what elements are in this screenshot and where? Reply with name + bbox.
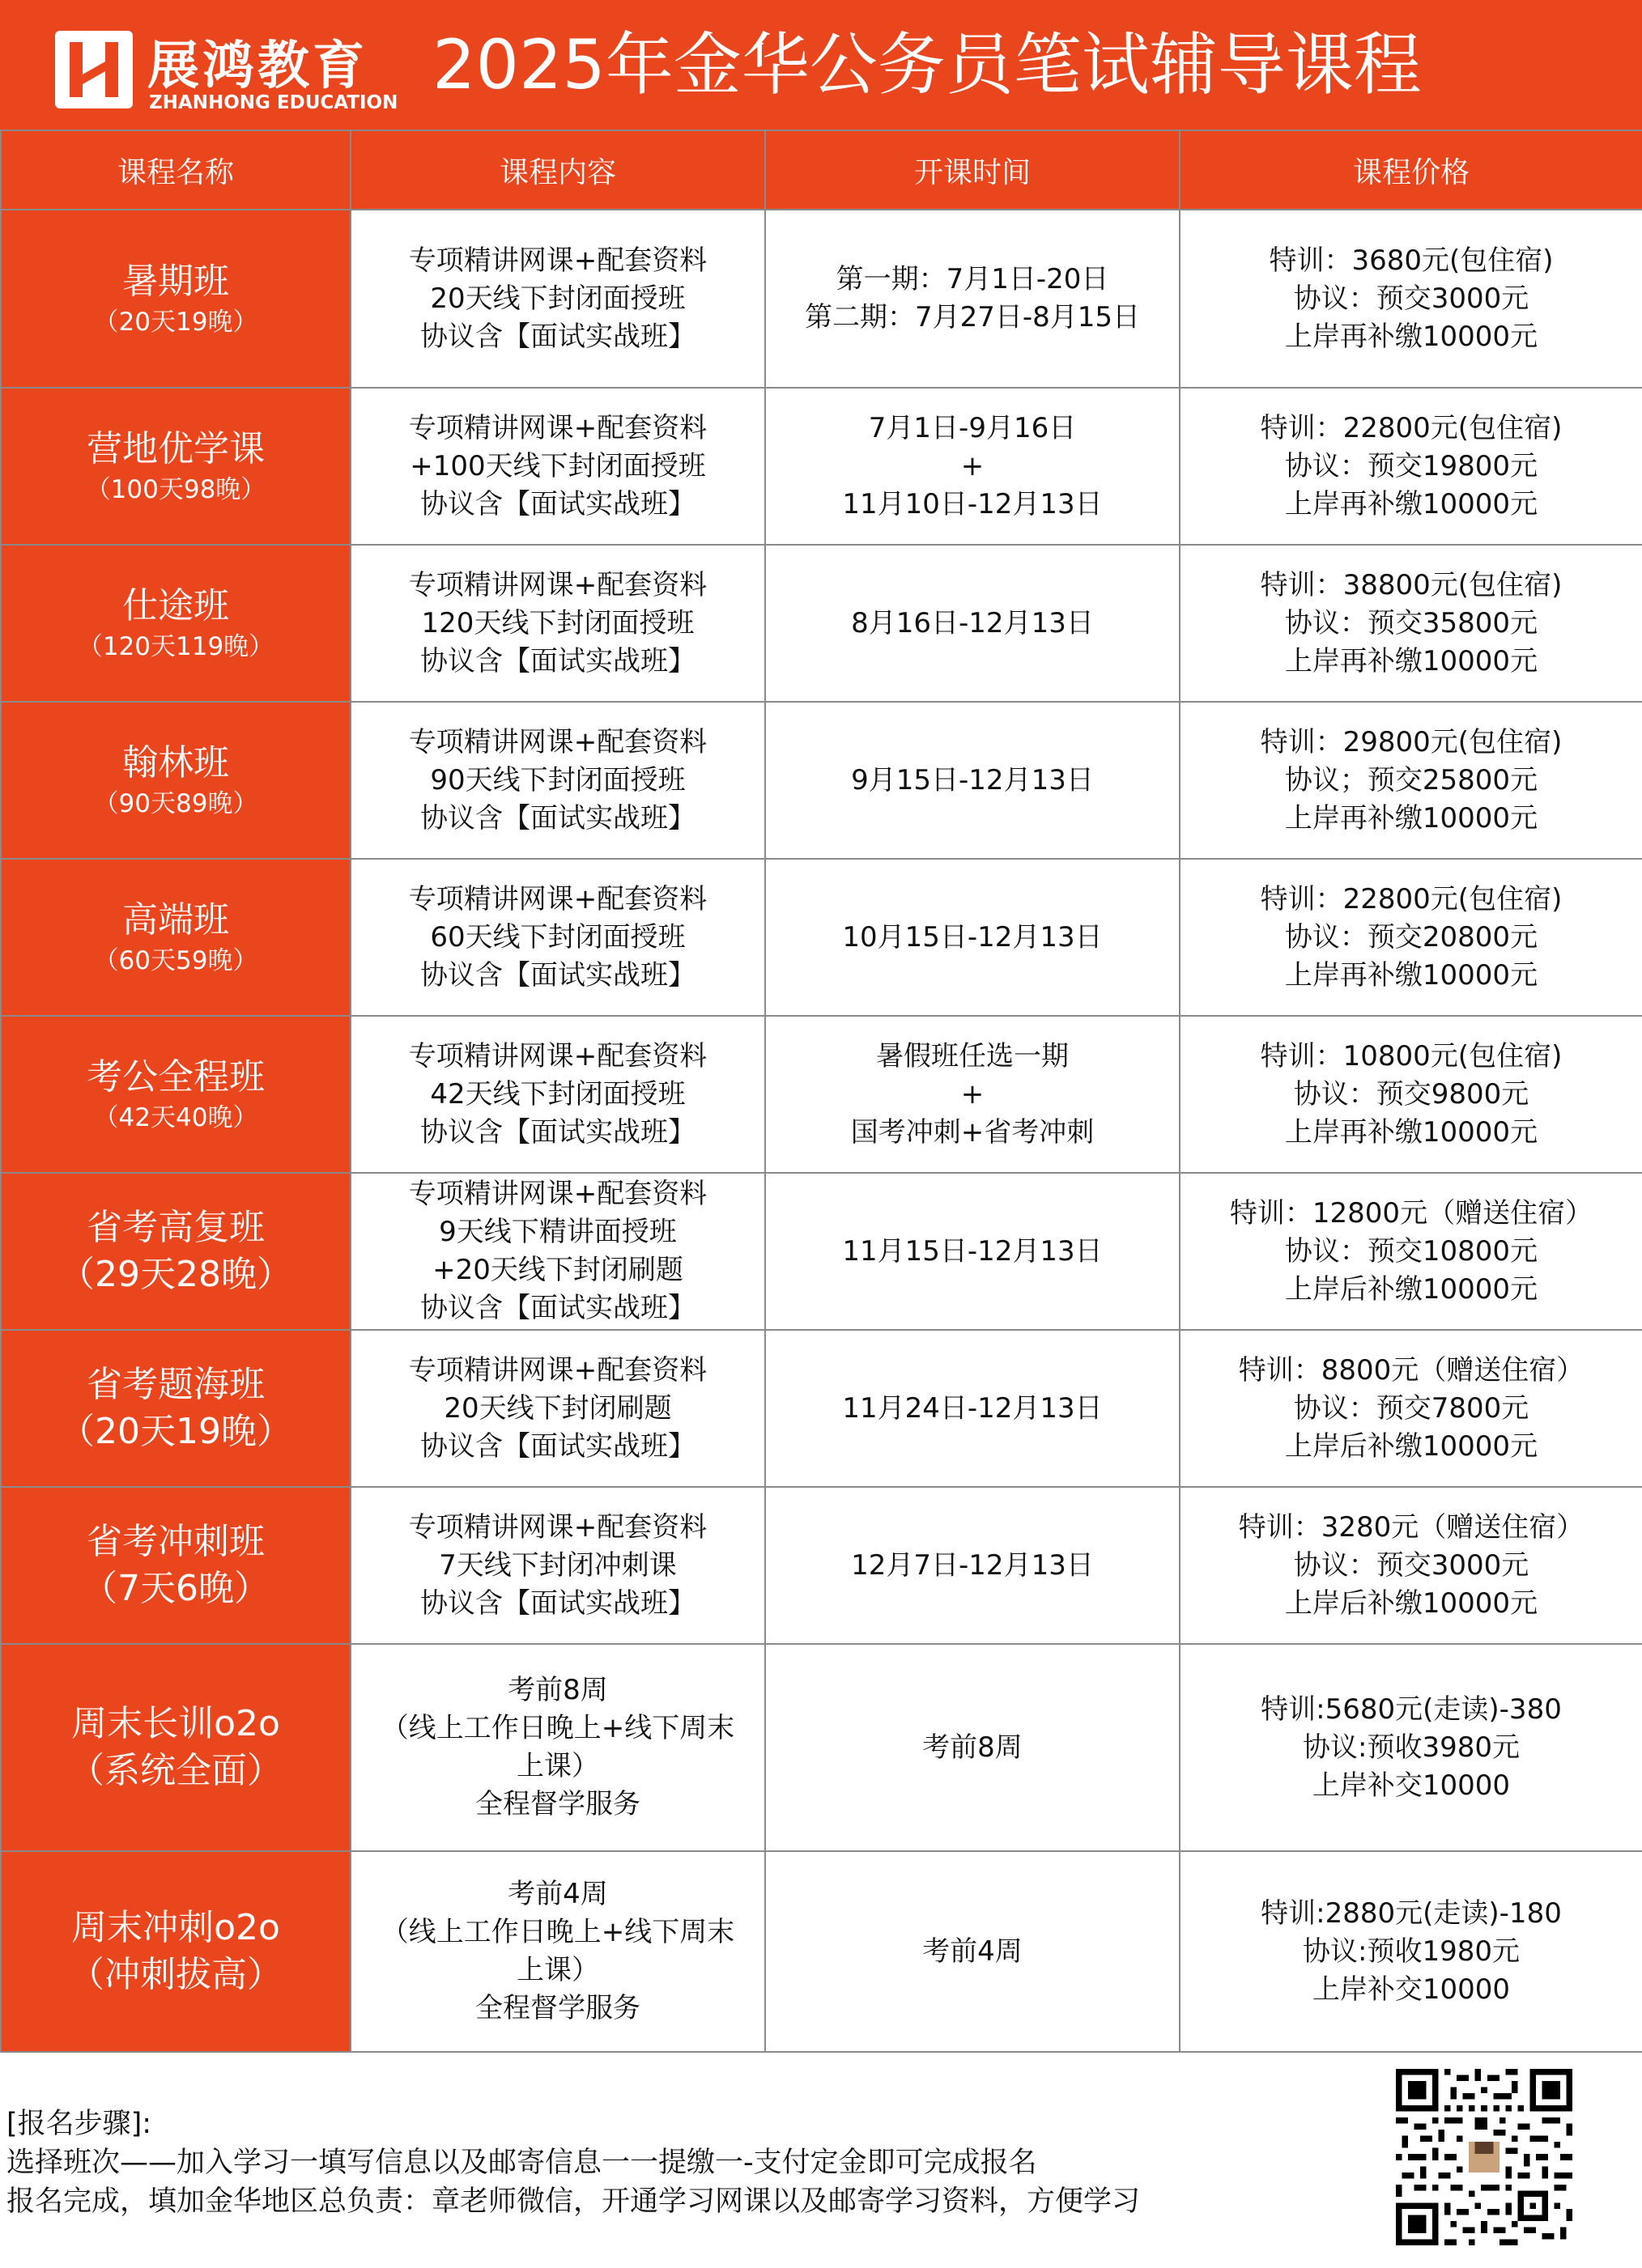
brand-name-cn: 展鸿教育 <box>147 36 368 96</box>
time-line: 11月24日-12月13日 <box>842 1391 1103 1425</box>
content-line: 专项精讲网课+配套资料 <box>408 1039 708 1072</box>
price-line: 上岸后补缴10000元 <box>1284 1586 1538 1620</box>
price-line: 协议：预交3000元 <box>1293 1548 1529 1582</box>
brand-logo-icon <box>55 31 133 108</box>
course-content-cell <box>351 1851 765 2052</box>
content-line: 协议含【面试实战班】 <box>420 1292 696 1324</box>
course-duration: （100天98晚） <box>85 475 266 504</box>
price-line: 上岸后补缴10000元 <box>1284 1272 1538 1306</box>
price-line: 协议：预交3000元 <box>1293 282 1529 315</box>
time-line: 7月1日-9月16日 <box>868 411 1077 444</box>
price-line: 特训:2880元(走读)-180 <box>1261 1896 1562 1930</box>
time-line: + <box>960 449 985 482</box>
price-line: 协议：预交7800元 <box>1293 1391 1529 1425</box>
course-name-cell <box>1 545 351 702</box>
course-name: 暑期班 <box>122 261 229 302</box>
course-name-cell <box>1 1016 351 1173</box>
content-line: 专项精讲网课+配套资料 <box>408 568 708 601</box>
time-line: 第一期：7月1日-20日 <box>836 263 1109 295</box>
table-row <box>1 702 1642 859</box>
content-line: 协议含【面试实战班】 <box>420 1586 696 1620</box>
course-content-cell <box>351 1330 765 1487</box>
course-price-cell <box>1180 1851 1642 2052</box>
time-line: 第二期：7月27日-8月15日 <box>804 301 1141 333</box>
price-line: 协议:预收1980元 <box>1303 1935 1520 1968</box>
time-line: 8月16日-12月13日 <box>851 606 1094 639</box>
course-price-cell <box>1180 388 1642 545</box>
course-name-cell <box>1 702 351 859</box>
course-content-cell <box>351 702 765 859</box>
table-row <box>1 1644 1642 1851</box>
price-line: 上岸再补缴10000元 <box>1284 1115 1538 1149</box>
course-name-cell <box>1 1851 351 2052</box>
price-line: 特训：3680元(包住宿) <box>1269 244 1554 277</box>
content-line: 全程督学服务 <box>475 1788 640 1820</box>
content-line: 全程督学服务 <box>475 1992 640 2024</box>
price-line: 特训：29800元(包住宿) <box>1260 725 1563 758</box>
price-line: 特训：8800元（赠送住宿） <box>1238 1353 1585 1387</box>
course-price-cell <box>1180 1644 1642 1851</box>
content-line: 协议含【面试实战班】 <box>420 1429 696 1463</box>
course-time-cell <box>765 702 1180 859</box>
course-time-cell <box>765 388 1180 545</box>
column-header-content: 课程内容 <box>351 130 765 210</box>
course-price-cell <box>1180 859 1642 1016</box>
content-line: 专项精讲网课+配套资料 <box>408 725 708 758</box>
table-row <box>1 388 1642 545</box>
table-row <box>1 1330 1642 1487</box>
content-line: 专项精讲网课+配套资料 <box>408 244 708 277</box>
price-line: 上岸再补缴10000元 <box>1284 487 1538 520</box>
course-name: 高端班 <box>122 899 229 941</box>
price-line: 上岸再补缴10000元 <box>1284 801 1538 835</box>
price-line: 协议：预交19800元 <box>1284 449 1538 482</box>
price-line: 上岸后补缴10000元 <box>1284 1429 1538 1463</box>
content-line: （线上工作日晚上+线下周末上课） <box>381 1916 735 1986</box>
course-duration: （20天19晚） <box>93 308 258 337</box>
time-line: 暑假班任选一期 <box>876 1039 1069 1072</box>
course-price-cell <box>1180 210 1642 388</box>
price-line: 协议：预交9800元 <box>1293 1077 1529 1111</box>
course-price-cell <box>1180 1330 1642 1487</box>
steps-line: 选择班次——加入学习一填写信息以及邮寄信息一一提缴一-支付定金即可完成报名 <box>6 2147 1037 2179</box>
course-time-cell <box>765 1851 1180 2052</box>
course-name: 周末冲刺o2o <box>71 1907 280 1948</box>
column-header-name: 课程名称 <box>1 130 351 210</box>
content-line: 42天线下封闭面授班 <box>430 1077 686 1111</box>
content-line: 协议含【面试实战班】 <box>420 801 696 835</box>
price-line: 特训：12800元（赠送住宿） <box>1229 1196 1593 1230</box>
content-line: 20天线下封闭刷题 <box>444 1391 672 1425</box>
course-content-cell <box>351 210 765 388</box>
course-name-cell <box>1 210 351 388</box>
course-duration: （20天19晚） <box>59 1411 292 1452</box>
content-line: 120天线下封闭面授班 <box>421 606 695 639</box>
content-line: 专项精讲网课+配套资料 <box>408 411 708 444</box>
course-price-cell <box>1180 1173 1642 1330</box>
course-content-cell <box>351 545 765 702</box>
course-name-cell <box>1 1173 351 1330</box>
course-name-cell <box>1 859 351 1016</box>
course-duration: （29天28晚） <box>59 1254 292 1295</box>
course-price-cell <box>1180 702 1642 859</box>
course-name: 省考冲刺班 <box>87 1521 265 1562</box>
content-line: 专项精讲网课+配套资料 <box>408 1178 708 1210</box>
content-line: 协议含【面试实战班】 <box>420 958 696 992</box>
price-line: 特训：38800元(包住宿) <box>1260 568 1563 601</box>
time-line: 12月7日-12月13日 <box>851 1548 1094 1582</box>
time-line: 国考冲刺+省考冲刺 <box>850 1115 1095 1149</box>
course-duration: （冲刺拔高） <box>69 1954 283 1995</box>
course-content-cell <box>351 1173 765 1330</box>
course-content-cell <box>351 388 765 545</box>
price-line: 特训：22800元(包住宿) <box>1260 411 1563 444</box>
column-header-time: 开课时间 <box>765 130 1180 210</box>
price-line: 协议：预交20800元 <box>1284 920 1538 953</box>
brand-name-en: ZHANHONG EDUCATION <box>149 92 398 113</box>
table-row <box>1 859 1642 1016</box>
course-name: 省考高复班 <box>87 1207 265 1248</box>
page-title: 2025年金华公务员笔试辅导课程 <box>432 25 1422 104</box>
content-line: 90天线下封闭面授班 <box>430 763 686 796</box>
price-line: 上岸再补缴10000元 <box>1284 644 1538 677</box>
price-line: 协议：预交35800元 <box>1284 606 1538 639</box>
course-duration: （90天89晚） <box>93 789 258 818</box>
table-row <box>1 1487 1642 1644</box>
steps-line: 报名完成，填加金华地区总负责：章老师微信，开通学习网课以及邮寄学习资料，方便学习 <box>6 2185 1141 2218</box>
time-line: 考前4周 <box>922 1935 1023 1968</box>
content-line: 专项精讲网课+配套资料 <box>408 1353 708 1387</box>
course-duration: （42天40晚） <box>93 1103 258 1132</box>
content-line: 考前8周 <box>508 1674 608 1706</box>
price-line: 上岸补交10000 <box>1312 1973 1511 2006</box>
course-name-cell <box>1 1644 351 1851</box>
course-content-cell <box>351 1487 765 1644</box>
course-content-cell <box>351 1016 765 1173</box>
price-line: 上岸补交10000 <box>1312 1769 1511 1802</box>
course-time-cell <box>765 1330 1180 1487</box>
table-header-row <box>1 130 1642 210</box>
header-banner <box>0 0 1642 130</box>
time-line: 考前8周 <box>922 1731 1023 1764</box>
table-row <box>1 1173 1642 1330</box>
price-line: 特训：3280元（赠送住宿） <box>1238 1510 1585 1544</box>
steps-title: [报名步骤]: <box>6 2108 152 2140</box>
content-line: +20天线下封闭刷题 <box>432 1254 683 1286</box>
content-line: 协议含【面试实战班】 <box>420 487 696 520</box>
content-line: 7天线下封闭冲刺课 <box>439 1548 677 1582</box>
content-line: 60天线下封闭面授班 <box>430 920 686 953</box>
course-price-cell <box>1180 1016 1642 1173</box>
content-line: 协议含【面试实战班】 <box>420 320 696 353</box>
content-line: （线上工作日晚上+线下周末上课） <box>381 1712 735 1782</box>
price-line: 特训:5680元(走读)-380 <box>1261 1693 1562 1726</box>
course-name: 营地优学课 <box>87 428 265 469</box>
course-duration: （60天59晚） <box>93 946 258 975</box>
course-time-cell <box>765 545 1180 702</box>
content-line: 协议含【面试实战班】 <box>420 1115 696 1149</box>
registration-steps <box>6 2104 1334 2221</box>
price-line: 特训：22800元(包住宿) <box>1260 882 1563 915</box>
course-name-cell <box>1 1330 351 1487</box>
course-time-cell <box>765 1016 1180 1173</box>
course-price-cell <box>1180 545 1642 702</box>
course-time-cell <box>765 210 1180 388</box>
course-time-cell <box>765 859 1180 1016</box>
course-duration: （7天6晚） <box>82 1568 270 1609</box>
table-row <box>1 1016 1642 1173</box>
time-line: 11月15日-12月13日 <box>842 1234 1103 1268</box>
content-line: 9天线下精讲面授班 <box>439 1216 677 1248</box>
price-line: 协议；预交25800元 <box>1284 763 1538 796</box>
content-line: 专项精讲网课+配套资料 <box>408 882 708 915</box>
price-line: 上岸再补缴10000元 <box>1284 958 1538 992</box>
price-line: 协议：预交10800元 <box>1284 1234 1538 1268</box>
course-time-cell <box>765 1644 1180 1851</box>
time-line: 11月10日-12月13日 <box>842 487 1103 520</box>
table-row <box>1 545 1642 702</box>
table-row <box>1 210 1642 388</box>
time-line: 9月15日-12月13日 <box>851 763 1094 796</box>
column-header-price: 课程价格 <box>1180 130 1642 210</box>
course-duration: （120天119晚） <box>77 632 274 661</box>
price-line: 特训：10800元(包住宿) <box>1260 1039 1563 1072</box>
course-name: 考公全程班 <box>87 1056 265 1098</box>
content-line: +100天线下封闭面授班 <box>410 449 706 482</box>
wechat-qr-code-icon <box>1396 2069 1572 2245</box>
course-name: 仕途班 <box>122 585 229 626</box>
course-table <box>0 130 1642 2053</box>
content-line: 20天线下封闭面授班 <box>430 282 686 315</box>
course-content-cell <box>351 1644 765 1851</box>
course-price-cell <box>1180 1487 1642 1644</box>
time-line: 10月15日-12月13日 <box>842 920 1103 953</box>
time-line: + <box>960 1077 985 1111</box>
content-line: 考前4周 <box>508 1878 608 1910</box>
course-name: 翰林班 <box>122 742 229 784</box>
course-name-cell <box>1 388 351 545</box>
course-time-cell <box>765 1487 1180 1644</box>
table-row <box>1 1851 1642 2052</box>
price-line: 上岸再补缴10000元 <box>1284 320 1538 353</box>
course-name: 周末长训o2o <box>71 1703 280 1744</box>
content-line: 专项精讲网课+配套资料 <box>408 1510 708 1544</box>
price-line: 协议:预收3980元 <box>1303 1731 1520 1764</box>
course-duration: （系统全面） <box>69 1750 283 1791</box>
course-content-cell <box>351 859 765 1016</box>
course-name: 省考题海班 <box>87 1364 265 1405</box>
course-name-cell <box>1 1487 351 1644</box>
content-line: 协议含【面试实战班】 <box>420 644 696 677</box>
course-time-cell <box>765 1173 1180 1330</box>
